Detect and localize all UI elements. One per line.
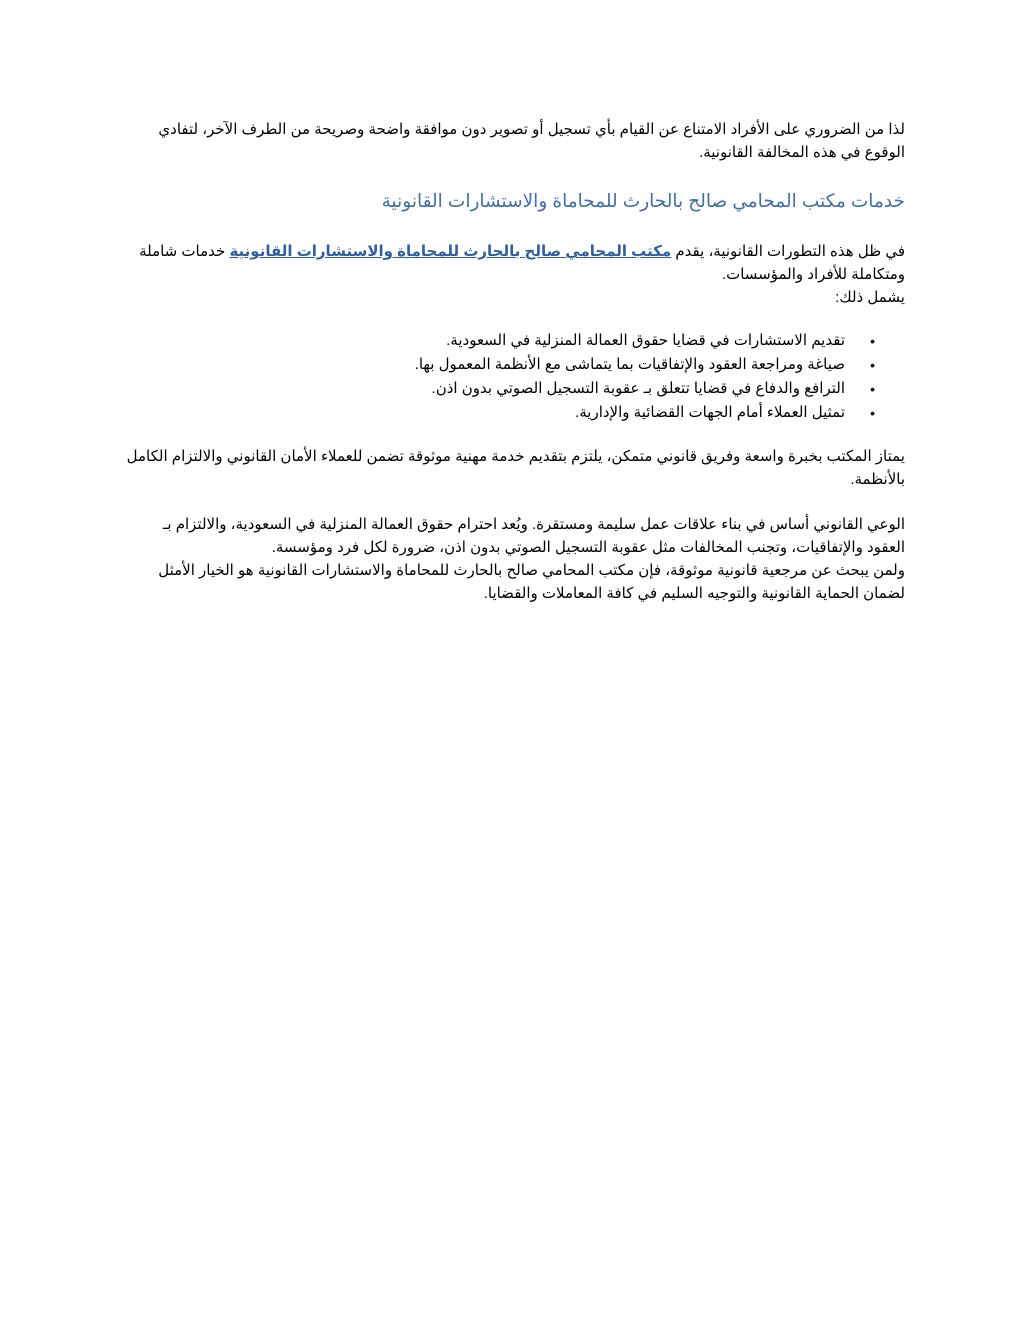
bullet-icon: • [870,405,875,421]
bullet-icon: • [870,333,875,349]
list-item-text: صياغة ومراجعة العقود والإتفاقيات بما يتماشى مع الأنظمة المعمول بها. [414,356,845,373]
team-paragraph: يمتاز المكتب بخبرة واسعة وفريق قانوني متمكن، يلتزم بتقديم خدمة مهنية موثوقة تضمن للعملاء الأمان القانوني والالتزام الكامل بالأنظمة. [126,448,905,488]
list-item-text: تقديم الاستشارات في قضايا حقوق العمالة المنزلية في السعودية. [446,332,845,349]
bullet-icon: • [870,381,875,397]
list-item [122,377,875,401]
list-item-text: الترافع والدفاع في قضايا تتعلق بـ عقوبة التسجيل الصوتي بدون اذن. [431,380,845,397]
list-item [122,329,875,353]
list-item-text: تمثيل العملاء أمام الجهات القضائية والإدارية. [575,404,845,421]
section-heading: خدمات مكتب المحامي صالح بالحارث للمحاماة والاستشارات القانونية [381,190,905,211]
closing-paragraph: ولمن يبحث عن مرجعية قانونية موثوقة، فإن مكتب المحامي صالح بالحارث للمحاماة والاستشارات القانونية هو الخيار الأمثل لضمان الحماية القانونية والتوجيه السليم في كافة المعاملات والقضايا. [158,562,905,602]
includes-label: يشمل ذلك: [835,289,905,306]
offer-prefix: في ظل هذه التطورات القانونية، يقدم [671,243,905,260]
office-link[interactable]: مكتب المحامي صالح بالحارث للمحاماة والاستشارات القانونية [229,243,672,260]
document-page [122,118,905,605]
offer-paragraph [122,240,905,309]
services-list [122,329,905,425]
offer-suffix: خدمات شاملة ومتكاملة للأفراد والمؤسسات. [139,243,905,283]
list-item [122,353,875,377]
awareness-paragraph: الوعي القانوني أساس في بناء علاقات عمل سليمة ومستقرة. ويُعد احترام حقوق العمالة المنزلية في السعودية، والالتزام بـ العقود والإتفاقيات، وتجنب المخالفات مثل عقوبة التسجيل الصوتي بدون اذن، ضرورة لكل فرد ومؤسسة. [162,516,905,556]
intro-paragraph: لذا من الضروري على الأفراد الامتناع عن القيام بأي تسجيل أو تصوير دون موافقة واضحة وصريحة من الطرف الآخر، لتفادي الوقوع في هذه المخالفة القانونية. [158,121,905,161]
bullet-icon: • [870,357,875,373]
list-item [122,401,875,425]
